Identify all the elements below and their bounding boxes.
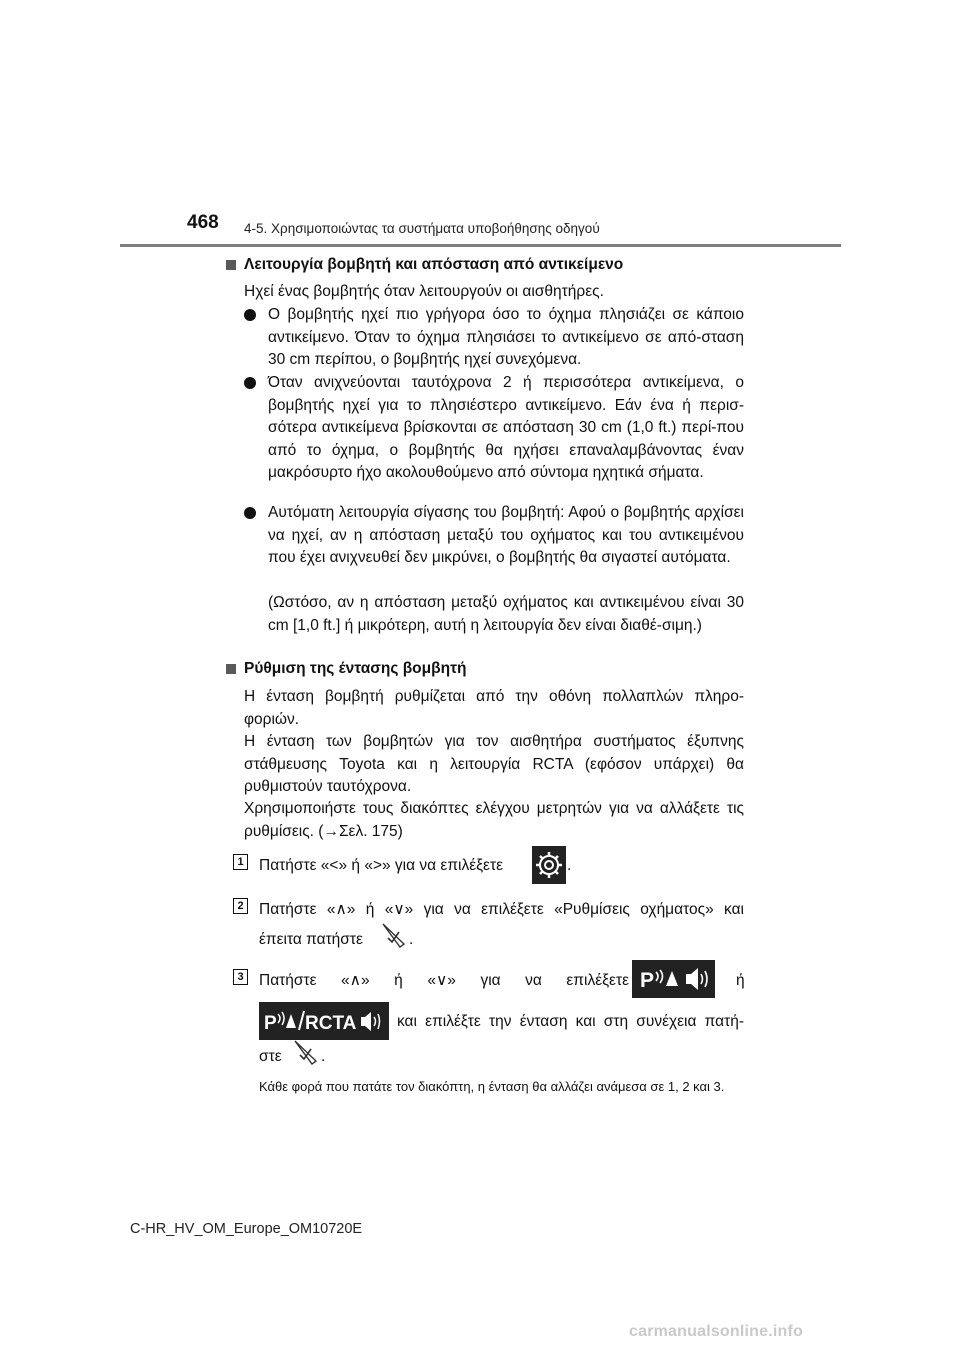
step-2-text-b: έπειτα πατήστε [259, 931, 363, 948]
step-2-text-a: Πατήστε «∧» ή «∨» για να επιλέξετε «Ρυθμίσεις οχήματος» και [259, 901, 744, 918]
step-number-1: 1 [233, 854, 248, 870]
volume-note: Κάθε φορά που πατάτε τον διακόπτη, η ένταση θα αλλάζει ανάμεσα σε 1, 2 και 3. [259, 1079, 725, 1094]
step-3-text-a: Πατήστε «∧» ή «∨» για να επιλέξετε [259, 972, 629, 989]
page-number: 468 [187, 212, 219, 233]
step-3-or: ή [736, 972, 745, 989]
bullet-text: Όταν ανιχνεύονται ταυτόχρονα 2 ή περισσότερα αντικείμενα, ο βομβητής ηχεί για το πλησιέστερο αντικείμενο. Εάν ένα ή περισ-σότερα αντικείμενα βρίσκονται σε απόσταση 30 cm (1,0 ft.) περί-που από το όχημα, ο βομβητής θα ηχήσει επαναλαμβάνοντας έναν μακρόσυρτο ήχο ακολουθούμενο από σύντομα ηχητικά σήματα. [268, 374, 744, 481]
section2-paragraph: Η ένταση βομβητή ρυθμίζεται από την οθόνη πολλαπλών πληρο-φοριών. [244, 688, 744, 728]
bullet-note: (Ωστόσο, αν η απόσταση μεταξύ οχήματος και αντικειμένου είναι 30 cm [1,0 ft.] ή μικρότερη, αυτή η λειτουργία δεν είναι διαθέ-σιμη.) [268, 594, 744, 634]
section-title-text: Λειτουργία βομβητή και απόσταση από αντικείμενο [244, 256, 624, 273]
step-3-text-b: και επιλέξτε την ένταση και στη συνέχεια πατή- [397, 1013, 744, 1030]
section1-intro: Ηχεί ένας βομβητής όταν λειτουργούν οι αισθητήρες. [244, 283, 604, 300]
parking-p-label: P [640, 969, 655, 992]
bullet-item [244, 502, 744, 570]
step-1-end: . [567, 857, 572, 874]
bullet-item [244, 304, 744, 372]
document-id: C-HR_HV_OM_Europe_OM10720E [130, 1221, 363, 1237]
section2-paragraph: Χρησιμοποιήστε τους διακόπτες ελέγχου μετρητών για να αλλάξετε τις ρυθμίσεις. (→Σελ. 175) [244, 800, 744, 840]
watermark: carmanualsonline.info [629, 1323, 804, 1340]
parking-rcta-buzzer-icon [259, 1002, 389, 1040]
parking-sensor-buzzer-icon [632, 960, 715, 998]
step-3-text-c: στε [259, 1048, 282, 1065]
rcta-label: RCTA [305, 1013, 357, 1034]
section-title-buzzer-operation [226, 256, 623, 274]
bullet-item [244, 372, 744, 485]
bullet-icon [244, 309, 256, 321]
bullet-icon [244, 377, 256, 389]
step-number-2: 2 [233, 898, 248, 914]
step-number-3: 3 [233, 969, 248, 985]
enter-check-icon [290, 1037, 320, 1067]
bullet-text: Ο βομβητής ηχεί πιο γρήγορα όσο το όχημα πλησιάζει σε κάποιο αντικείμενο. Όταν το όχημα πλησιάσει το αντικείμενο σε από-σταση 30 cm περίπου, ο βομβητής ηχεί συνεχόμενα. [268, 306, 744, 368]
section-title-text: Ρύθμιση της έντασης βομβητή [244, 660, 467, 677]
section-square-icon [226, 664, 236, 674]
section-header-title: 4-5. Χρησιμοποιώντας τα συστήματα υποβοήθησης οδηγού [244, 221, 600, 236]
step-2-end: . [409, 931, 414, 948]
step-3-end: . [321, 1048, 326, 1065]
section-square-icon [226, 260, 236, 270]
header-rule [120, 244, 841, 247]
enter-check-icon [378, 920, 408, 950]
parking-p-label: P [264, 1013, 277, 1034]
section2-paragraph: Η ένταση των βομβητών για τον αισθητήρα συστήματος έξυπνης στάθμευσης Toyota και η λειτουργία RCTA (εφόσον υπάρχει) θα ρυθμιστούν ταυτόχρονα. [244, 733, 744, 795]
bullet-icon [244, 507, 256, 519]
step-1-text: Πατήστε «<» ή «>» για να επιλέξετε [259, 857, 503, 874]
bullet-text: Αυτόματη λειτουργία σίγασης του βομβητή: Αφού ο βομβητής αρχίσει να ηχεί, αν η απόσταση μεταξύ του οχήματος και του αντικειμένου που έχει ανιχνευθεί δεν μικρύνει, ο βομβητής θα σιγαστεί αυτόματα. [268, 504, 744, 566]
section-title-buzzer-volume [226, 660, 466, 678]
settings-gear-icon [532, 846, 566, 884]
